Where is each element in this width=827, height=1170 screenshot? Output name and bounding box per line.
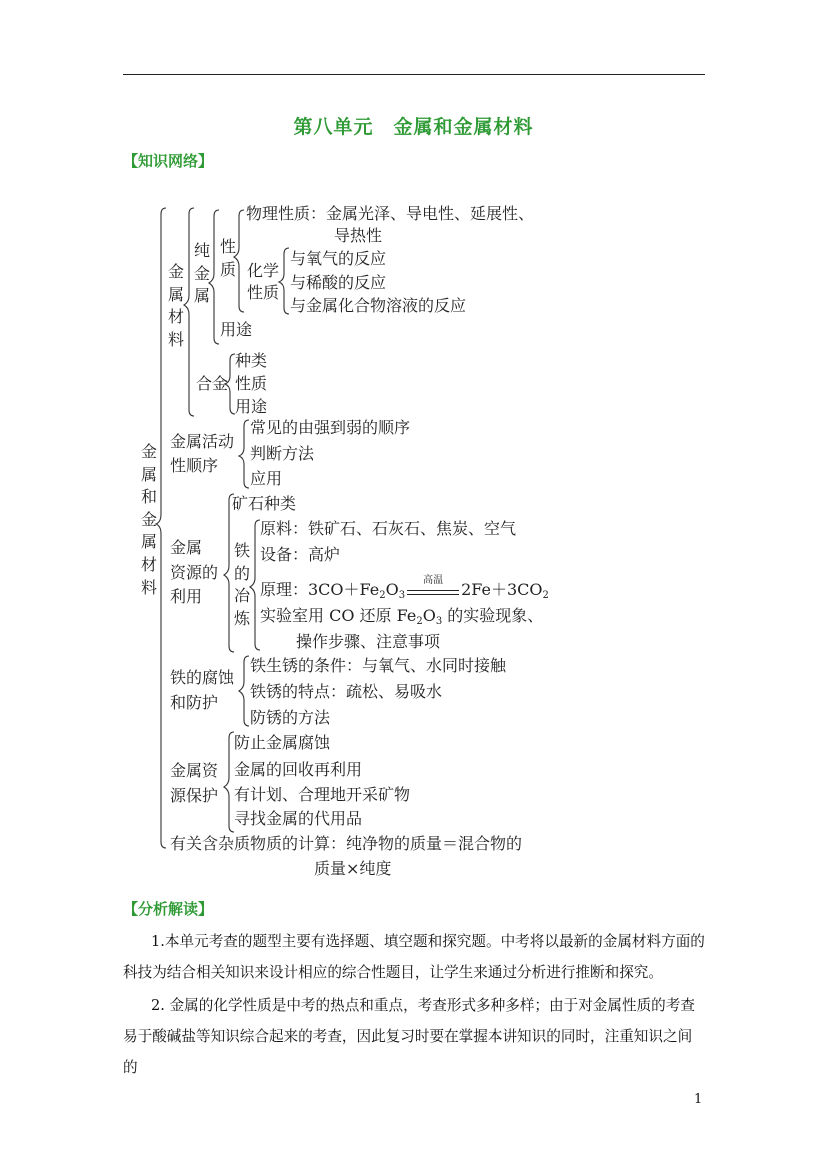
node-alloy: 合金: [196, 374, 229, 393]
bracket-protection: [224, 732, 234, 832]
node-alloy-properties: 性质: [235, 374, 268, 393]
node-activity-order: 常见的由强到弱的顺序: [250, 418, 411, 437]
principle-products: 2Fe＋3CO: [461, 580, 543, 599]
node-equipment: 设备：高炉: [260, 545, 341, 564]
node-corrosion: 铁的腐蚀: [170, 668, 235, 687]
page-title: 第八单元 金属和金属材料: [293, 116, 534, 138]
principle-sub-2: 2: [379, 590, 386, 601]
node-pure-metal: 纯金属: [194, 241, 211, 306]
node-resource-use-cont: 资源的: [170, 563, 219, 582]
section-heading-analysis: 【分析解读】: [123, 900, 214, 918]
reaction-condition: 高温: [423, 575, 444, 586]
principle-oxygen: O: [385, 580, 399, 599]
bracket-corrosion: [239, 656, 249, 726]
lab-sub-2: 2: [416, 616, 423, 627]
node-metal-materials: 金属材料: [168, 262, 185, 349]
node-planned-mining: 有计划、合理地开采矿物: [234, 785, 411, 804]
node-rust-prevention: 防锈的方法: [250, 708, 331, 727]
page-number: 1: [694, 1092, 703, 1107]
lab-sub-3: 3: [435, 616, 443, 627]
lab-text-b: 的实验现象、: [442, 606, 544, 625]
principle-sub-3: 3: [398, 590, 406, 601]
analysis-paragraph-2: 2. 金属的化学性质是中考的热点和重点，考查形式多种多样；由于对金属性质的考查易于酸碱盐等知识综合起来的考查，因此复习时要在掌握本讲知识的同时，注重知识之间的: [123, 997, 695, 1076]
node-resource-protection: 金属资: [170, 761, 219, 780]
bracket-resources: [224, 494, 234, 652]
node-resource-use-cont2: 利用: [170, 587, 203, 606]
node-rust-features: 铁锈的特点：疏松、易吸水: [250, 682, 443, 701]
mindmap-root: 金属和金属材料: [141, 442, 158, 597]
node-alloy-types: 种类: [235, 351, 268, 370]
node-chem-salt-solution: 与金属化合物溶液的反应: [290, 296, 467, 315]
node-iron-smelting: 铁的冶炼: [234, 541, 251, 628]
node-chemical-properties: 化学性质: [247, 261, 280, 302]
analysis-paragraph-1: 1.本单元考查的题型主要有选择题、填空题和探究题。中考将以最新的金属材料方面的科技为结合相关知识来设计相应的综合性题目，让学生来通过分析进行推断和探究。: [123, 933, 705, 981]
node-physical-properties: 物理性质：金属光泽、导电性、延展性、: [246, 204, 535, 223]
reaction-arrow: [407, 575, 459, 595]
node-chem-oxygen: 与氧气的反应: [290, 249, 387, 268]
node-corrosion-cont: 和防护: [170, 693, 219, 712]
node-resource-protection-cont: 源保护: [170, 786, 219, 805]
node-ore-types: 矿石种类: [232, 494, 297, 513]
lab-text-a: 实验室用 CO 还原 Fe: [260, 606, 417, 625]
node-chem-acid: 与稀酸的反应: [290, 273, 387, 292]
node-activity-series: 金属活动: [170, 432, 235, 451]
principle-reactants: 原理：3CO＋Fe: [260, 580, 380, 599]
node-properties: 性质: [220, 237, 237, 279]
node-recycle: 金属的回收再利用: [234, 760, 363, 779]
node-principle: [260, 575, 549, 606]
node-activity-judge: 判断方法: [250, 444, 315, 463]
node-pure-use: 用途: [220, 320, 253, 339]
node-activity-series-cont: 性顺序: [170, 456, 219, 475]
node-alloy-uses: 用途: [235, 397, 268, 416]
node-substitutes: 寻找金属的代用品: [234, 809, 363, 828]
node-prevent-corrosion: 防止金属腐蚀: [234, 733, 331, 752]
node-impurity-calc-cont: 质量×纯度: [314, 859, 392, 878]
node-activity-apply: 应用: [250, 469, 283, 488]
section-heading-network: 【知识网络】: [123, 152, 214, 170]
node-physical-properties-cont: 导热性: [334, 226, 383, 245]
bracket-activity: [239, 420, 249, 488]
node-resource-use: 金属: [170, 538, 203, 557]
node-rust-conditions: 铁生锈的条件：与氧气、水同时接触: [250, 656, 507, 675]
node-lab-reduction-cont: 操作步骤、注意事项: [296, 632, 441, 651]
lab-oxygen: O: [422, 606, 436, 625]
principle-sub-co2: 2: [542, 590, 549, 601]
node-impurity-calc: 有关含杂质物质的计算：纯净物的质量＝混合物的: [170, 834, 523, 853]
node-lab-reduction: [260, 606, 543, 632]
node-raw-materials: 原料：铁矿石、石灰石、焦炭、空气: [260, 519, 517, 538]
